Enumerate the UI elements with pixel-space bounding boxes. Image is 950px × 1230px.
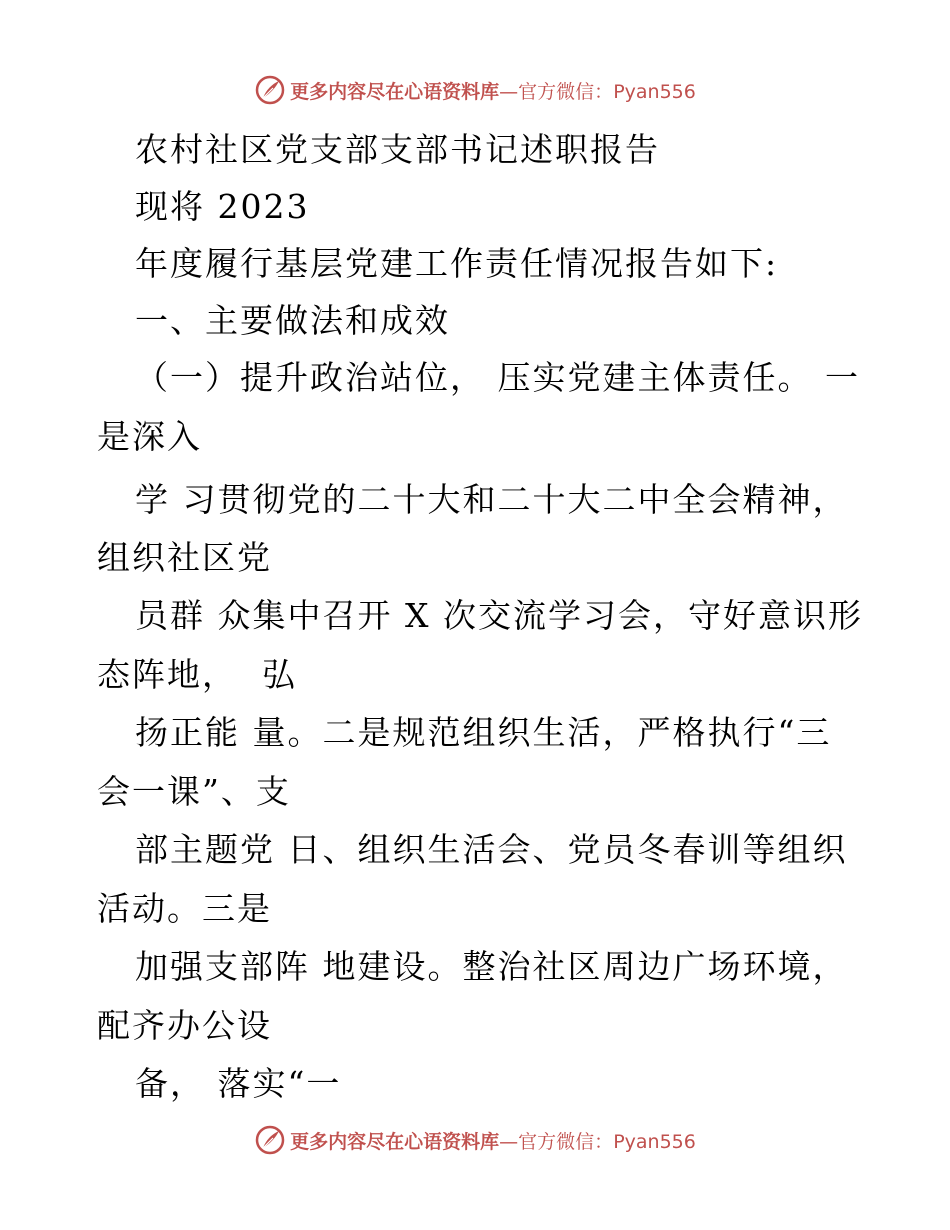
watermark-separator-text: —官方微信： (499, 1130, 614, 1153)
watermark-text (290, 1127, 696, 1154)
watermark-text (290, 77, 696, 104)
watermark-wechat-id: Pyan556 (613, 80, 696, 103)
header-watermark (0, 70, 950, 110)
subsection-heading: （一）提升政治站位， 压实党建主体责任。 一 (135, 358, 860, 397)
watermark-separator-text: —官方微信： (499, 80, 614, 103)
watermark-wechat-id: Pyan556 (613, 1130, 696, 1153)
feather-pen-logo-icon (254, 74, 286, 106)
paragraph-line: 备， 落实“一 (135, 1064, 342, 1103)
paragraph-line: 配齐办公设 (97, 1006, 272, 1045)
paragraph-line: 加强支部阵 地建设。整治社区周边广场环境， (135, 947, 848, 986)
watermark-main-text: 更多内容尽在心语资料库 (290, 1130, 500, 1153)
paragraph-line: 员群 众集中召开 X 次交流学习会，守好意识形 (135, 596, 863, 635)
paragraph-line: 会一课”、支 (97, 772, 291, 811)
paragraph-line: 学 习贯彻党的二十大和二十大二中全会精神， (135, 480, 848, 519)
paragraph-line: 部主题党 日、组织生活会、党员冬春训等组织 (135, 830, 848, 869)
footer-watermark (0, 1120, 950, 1160)
section-heading: 一、主要做法和成效 (135, 301, 450, 340)
document-title: 农村社区党支部支部书记述职报告 (135, 130, 660, 169)
paragraph-line: 现将 2023 (135, 187, 310, 226)
paragraph-line: 态阵地， 弘 (97, 655, 297, 694)
paragraph-line: 扬正能 量。二是规范组织生活，严格执行“三 (135, 713, 832, 752)
paragraph-line: 活动。三是 (97, 889, 272, 928)
paragraph-line: 是深入 (97, 417, 202, 456)
paragraph-line: 组织社区党 (97, 538, 272, 577)
paragraph-line: 年度履行基层党建工作责任情况报告如下: (135, 244, 779, 283)
feather-pen-logo-icon (254, 1124, 286, 1156)
watermark-main-text: 更多内容尽在心语资料库 (290, 80, 500, 103)
